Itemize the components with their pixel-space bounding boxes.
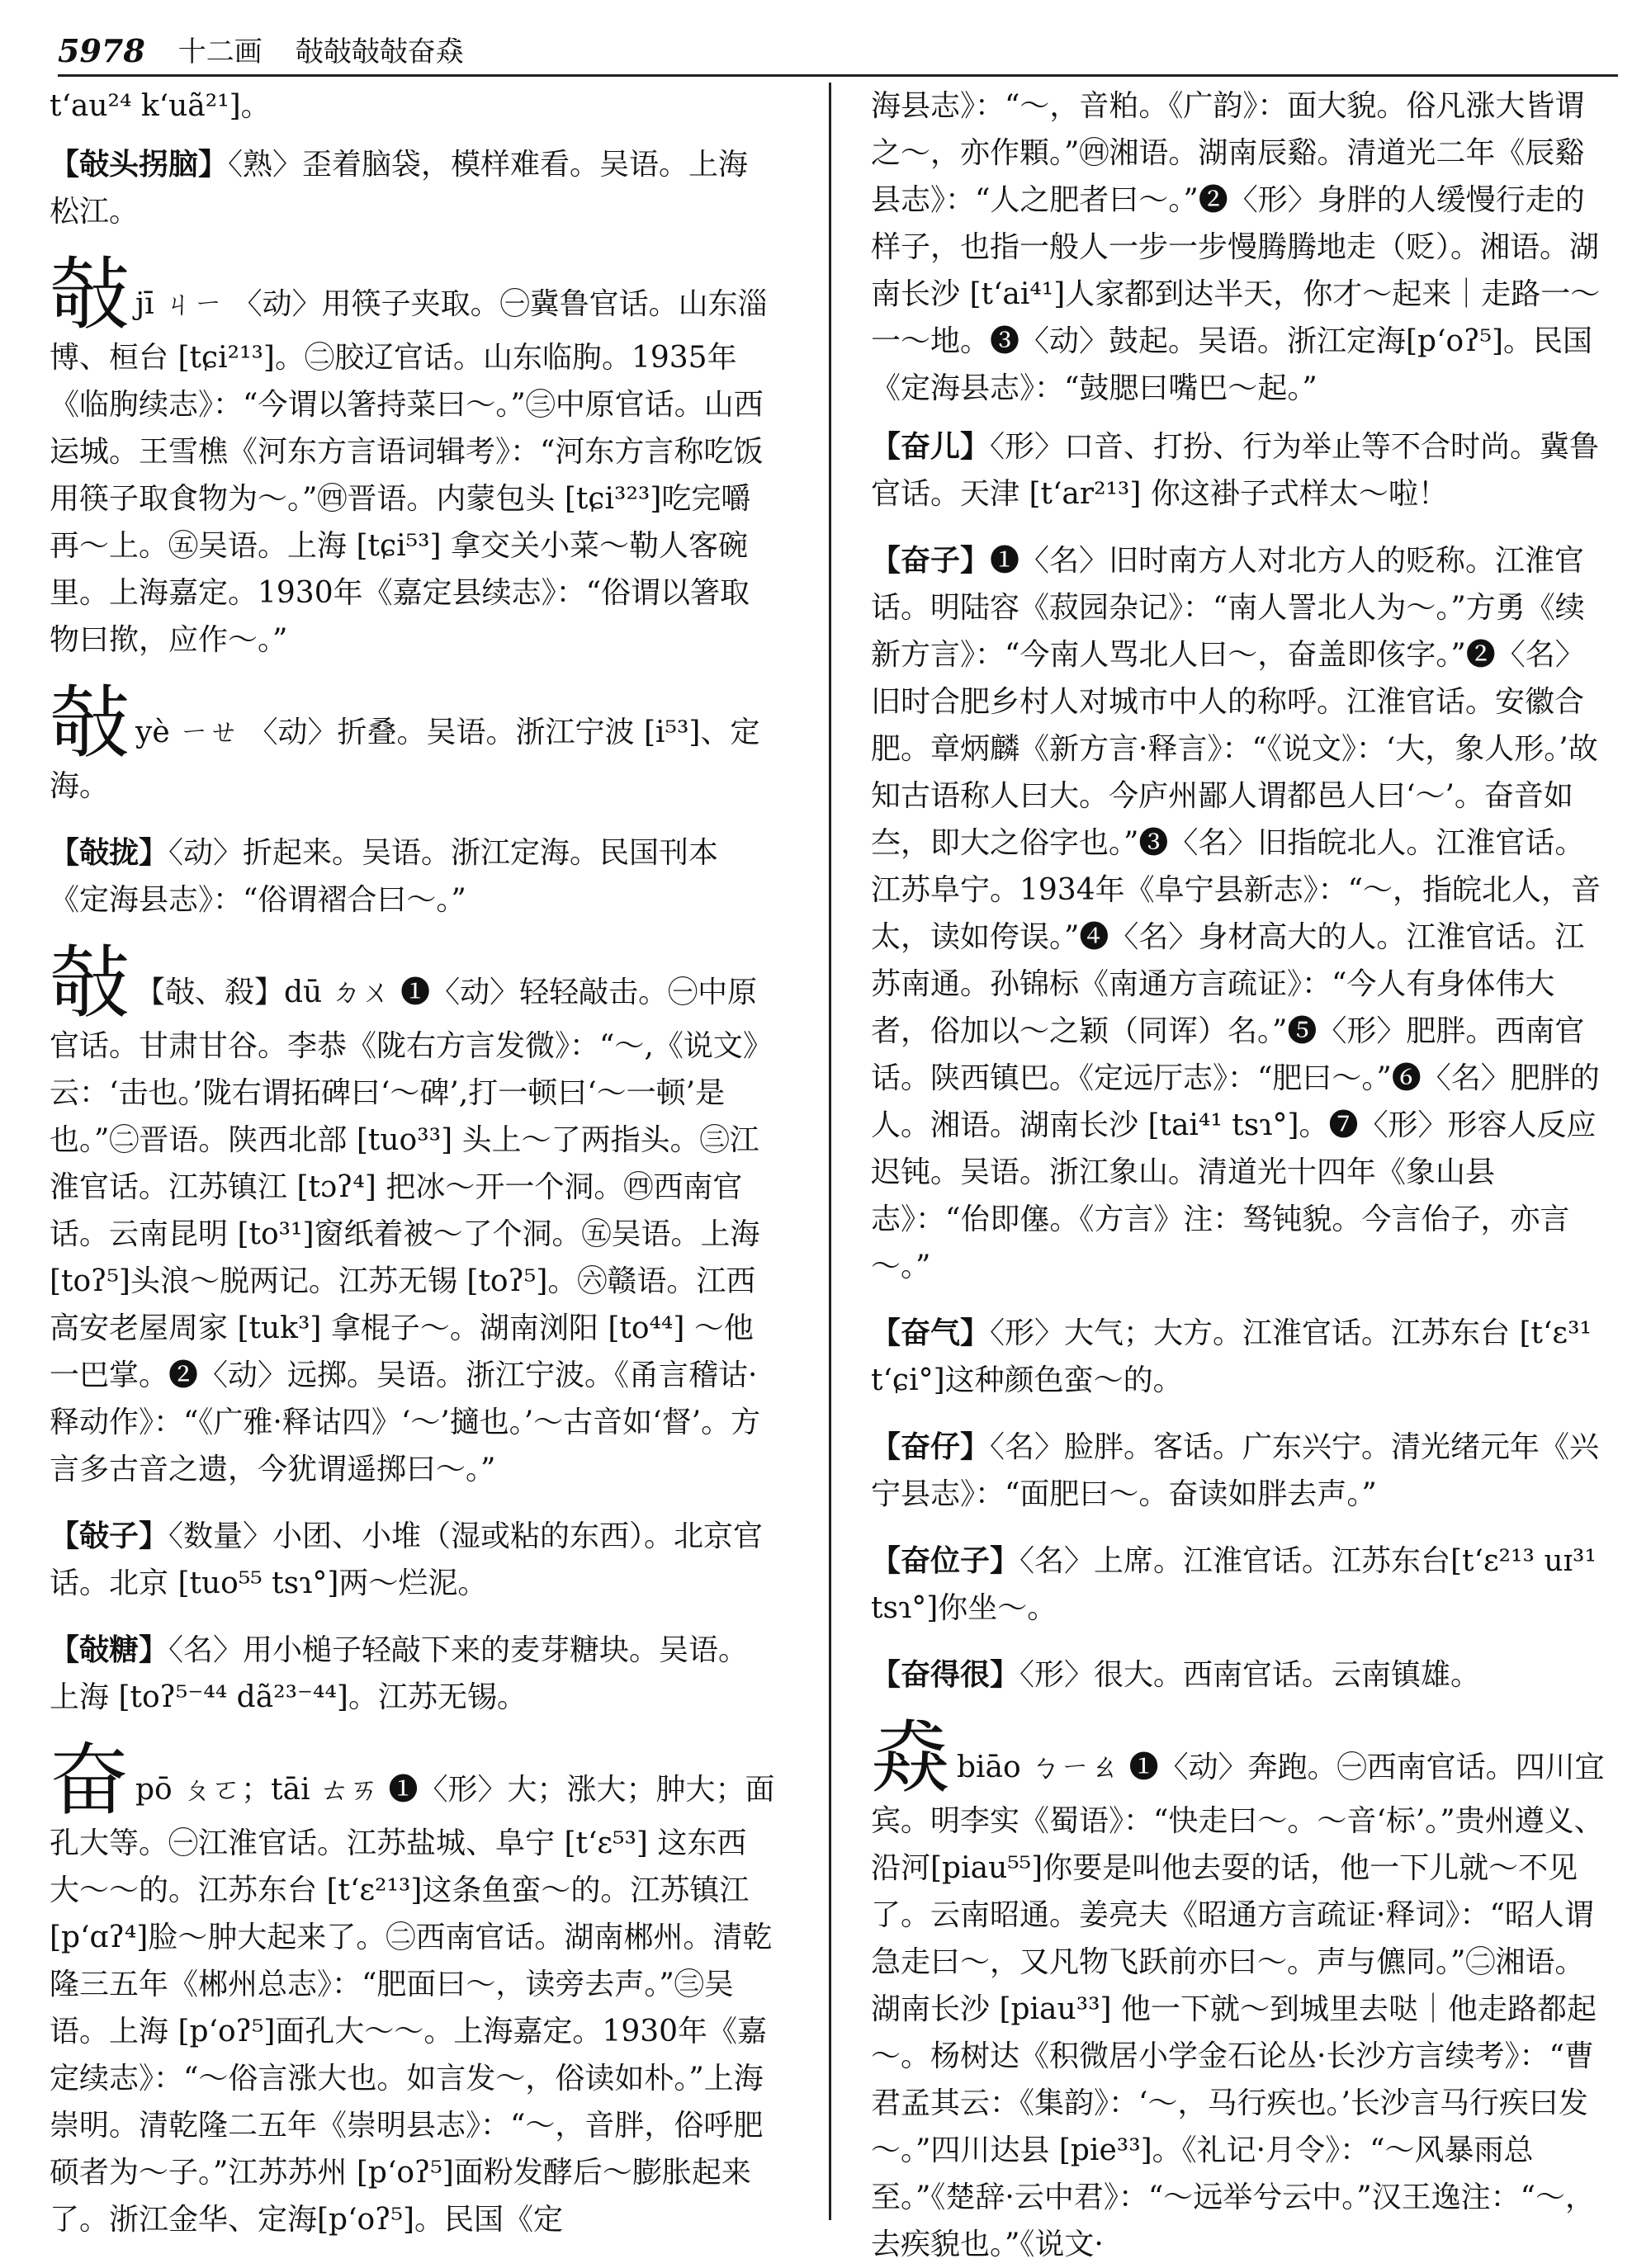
- compound-entry: [871, 537, 1614, 1290]
- entry-definition: 〈名〉脸胖。客话。广东兴宁。清光绪元年《兴宁县志》：“面肥曰～。奋读如胖去声。”: [871, 1430, 1600, 1511]
- left-column: [50, 83, 776, 2237]
- character-entry: [50, 248, 776, 664]
- entry-headword: 【奋位子】: [871, 1543, 1020, 1578]
- entry-headword: 【奋子】: [871, 543, 991, 578]
- entry-headword: 奋: [50, 1734, 129, 1826]
- character-entry: [871, 1712, 1614, 2268]
- compound-entry: [871, 1424, 1614, 1518]
- entry-headword: 【奋仔】: [871, 1429, 991, 1464]
- compound-entry: [871, 423, 1614, 517]
- entry-definition: pō ㄆㄛ；tāi ㄊㄞ ❶〈形〉大；涨大；肿大；面孔大等。㊀江淮官话。江苏盐城、阜宁 [t‘ɛ⁵³] 这东西大～～的。江苏东台 [t‘ɛ²¹³]这条鱼蛮～的。江苏镇江 [p‘ɑʔ⁴]脸～肿大起来了。㊁西南官话。湖南郴州。清乾隆三五年《郴州总志》：“肥面曰～，读旁去声。”㊂吴语。上海 [p‘oʔ⁵]面孔大～～。上海嘉定。1930年《嘉定续志》：“～俗言涨大也。如言发～，俗读如朴。”上海崇明。清乾隆二五年《崇明县志》：“～，音胖，俗呼肥硕者为～子。”江苏苏州 [p‘oʔ⁵]面粉发酵后～膨胀起来了。浙江金华、定海[p‘oʔ⁵]。民国《定: [50, 1773, 775, 2237]
- entry-headword: 【敧糖】: [50, 1632, 169, 1667]
- entry-headword: 【奋得很】: [871, 1657, 1020, 1692]
- character-entry: [50, 1734, 776, 2243]
- entry-definition: yè ㄧㄝ 〈动〉折叠。吴语。浙江宁波 [i⁵³]、定海。: [50, 716, 760, 803]
- compound-entry: [50, 1627, 776, 1721]
- entry-definition: biāo ㄅㄧㄠ ❶〈动〉奔跑。㊀西南官话。四川宜宾。明李实《蜀语》：“快走曰～。～音‘标’。”贵州遵义、沿河[piau⁵⁵]你要是叫他去耍的话，他一下儿就～不见了。云南昭通。姜亮夫《昭通方言疏证·释词》：“昭人谓急走曰～，又凡物飞跃前亦曰～。声与儦同。”㊁湘语。湖南长沙 [piau³³] 他一下就～到城里去哒｜他走路都起～。杨树达《积微居小学金石论丛·长沙方言续考》：“曹君孟其云：《集韵》：‘～，马行疾也。’长沙言马行疾曰发～。”四川达县 [pie³³]。《礼记·月令》：“～风暴雨总至。”《楚辞·云中君》：“～远举兮云中。”汉王逸注：“～，去疾貌也。”《说文·: [871, 1751, 1605, 2261]
- entry-definition: 〈形〉大气；大方。江淮官话。江苏东台 [t‘ɛ³¹ t‘ɕi°]这种颜色蛮～的。: [871, 1316, 1592, 1397]
- character-entry: [50, 937, 776, 1493]
- page-header: [58, 20, 1618, 77]
- entry-headword: 【奋儿】: [871, 429, 991, 464]
- right-column: [871, 83, 1614, 2261]
- entry-headword: 敧: [50, 677, 129, 769]
- entry-definition: 〈动〉折起来。吴语。浙江定海。民国刊本《定海县志》：“俗谓褶合曰～。”: [50, 836, 719, 917]
- entry-definition: jī ㄐㄧ 〈动〉用筷子夹取。㊀冀鲁官话。山东淄博、桓台 [tɕi²¹³]。㊁胶辽官话。山东临朐。1935年《临朐续志》：“今谓以箸持菜曰～。”㊂中原官话。山西运城。王雪樵《河东方言语词辑考》：“河东方言称吃饭用筷子取食物为～。”㊃晋语。内蒙包头 [tɕi³²³]吃完嚼再～上。㊄吴语。上海 [tɕi⁵³] 拿交关小菜～勒人客碗里。上海嘉定。1930年《嘉定县续志》：“俗谓以箸取物曰揿，应作～。”: [50, 287, 768, 657]
- entry-headword: 【敧拢】: [50, 835, 169, 870]
- entry-headword: 【敧子】: [50, 1519, 169, 1553]
- entry-definition: 〈形〉口音、打扮、行为举止等不合时尚。冀鲁官话。天津 [t‘ar²¹³] 你这褂子式样太～啦！: [871, 430, 1600, 511]
- entry-definition: ❶〈名〉旧时南方人对北方人的贬称。江淮官话。明陆容《菽园杂记》：“南人詈北人为～。”方勇《续新方言》：“今南人骂北人曰～，奋盖即侅字。”❷〈名〉旧时合肥乡村人对城市中人的称呼。江淮官话。安徽合肥。章炳麟《新方言·释言》：“《说文》：‘大，象人形。’故知古语称人曰大。今庐州鄙人谓都邑人曰‘～’。奋音如夳，即大之俗字也。”❸〈名〉旧指皖北人。江淮官话。江苏阜宁。1934年《阜宁县新志》：“～，指皖北人，音太，读如侉误。”❹〈名〉身材高大的人。江淮官话。江苏南通。孙锦标《南通方言疏证》：“今人有身体伟大者，俗加以～之颖（同诨）名。”❺〈形〉肥胖。西南官话。陕西镇巴。《定远厅志》：“肥曰～。”❻〈名〉肥胖的人。湘语。湖南长沙 [tai⁴¹ tsɿ°]。❼〈形〉形容人反应迟钝。吴语。浙江象山。清道光十四年《象山县志》：“佁即僿。《方言》注：驽钝貌。今言佁子，亦言～。”: [871, 544, 1601, 1283]
- section-label: 十二画: [177, 35, 263, 69]
- entry-definition: 〈熟〉歪着脑袋，模样难看。吴语。上海松江。: [50, 148, 749, 229]
- entry-definition: 〈名〉用小槌子轻敲下来的麦芽糖块。吴语。上海 [toʔ⁵⁻⁴⁴ dã²³⁻⁴⁴]。江苏无锡。: [50, 1633, 749, 1714]
- entry-definition: 〈形〉很大。西南官话。云南镇雄。: [1019, 1658, 1481, 1692]
- compound-entry: [50, 1513, 776, 1607]
- compound-entry: [871, 1538, 1614, 1632]
- header-headwords: 敧敧敧敧奋猋: [295, 35, 464, 69]
- entry-headword: 敧: [50, 248, 129, 341]
- compound-entry: [50, 829, 776, 924]
- entry-headword: 猋: [871, 1712, 950, 1804]
- compound-entry: [50, 141, 776, 235]
- entry-headword: 【奋气】: [871, 1316, 991, 1350]
- entry-continuation: 海县志》：“～，音粕。《广韵》：面大貌。俗凡涨大皆谓之～，亦作顆。”㊃湘语。湖南辰谿。清道光二年《辰谿县志》：“人之肥者曰～。”❷〈形〉身胖的人缓慢行走的样子，也指一般人一步一步慢腾腾地走（贬）。湘语。湖南长沙 [t‘ai⁴¹]人家都到达半天，你才～起来｜走路一～一～地。❸〈动〉鼓起。吴语。浙江定海[p‘oʔ⁵]。民国《定海县志》：“鼓腮曰嘴巴～起。”: [871, 89, 1601, 405]
- entry-definition: 〈名〉上席。江淮官话。江苏东台[t‘ɛ²¹³ uɪ³¹ tsɿ°]你坐～。: [871, 1544, 1597, 1625]
- entry-continuation: t‘au²⁴ k‘uã²¹]。: [50, 89, 271, 123]
- compound-entry: [871, 1651, 1614, 1699]
- entry-definition: 〈数量〉小团、小堆（湿或粘的东西）。北京官话。北京 [tuo⁵⁵ tsɿ°]两～烂泥。: [50, 1519, 764, 1600]
- page-number: 5978: [58, 32, 145, 69]
- column-divider: [829, 83, 831, 2220]
- character-entry: [50, 677, 776, 810]
- entry-definition: 【敧、殺】dū ㄉㄨ ❶〈动〉轻轻敲击。㊀中原官话。甘肃甘谷。李恭《陇右方言发微》：“～,《说文》云：‘击也。’陇右谓拓碑曰‘～碑’,打一顿曰‘～一顿’是也。”㊁晋语。陕西北部 [tuo³³] 头上～了两指头。㊂江淮官话。江苏镇江 [tɔʔ⁴] 把冰～开一个洞。㊃西南官话。云南昆明 [to³¹]窗纸着被～了个洞。㊄吴语。上海 [toʔ⁵]头浪～脱两记。江苏无锡 [toʔ⁵]。㊅赣语。江西高安老屋周家 [tuk³] 拿棍子～。湖南浏阳 [to⁴⁴] ～他一巴掌。❷〈动〉远掷。吴语。浙江宁波。《甬言稽诂·释动作》：“《广雅·释诂四》‘～’擿也。’～古音如‘督’。方言多古音之遗，今犹谓遥掷曰～。”: [50, 976, 773, 1486]
- entry-headword: 敧: [50, 937, 129, 1029]
- compound-entry: [871, 1310, 1614, 1404]
- entry-headword: 【敧头拐脑】: [50, 147, 229, 182]
